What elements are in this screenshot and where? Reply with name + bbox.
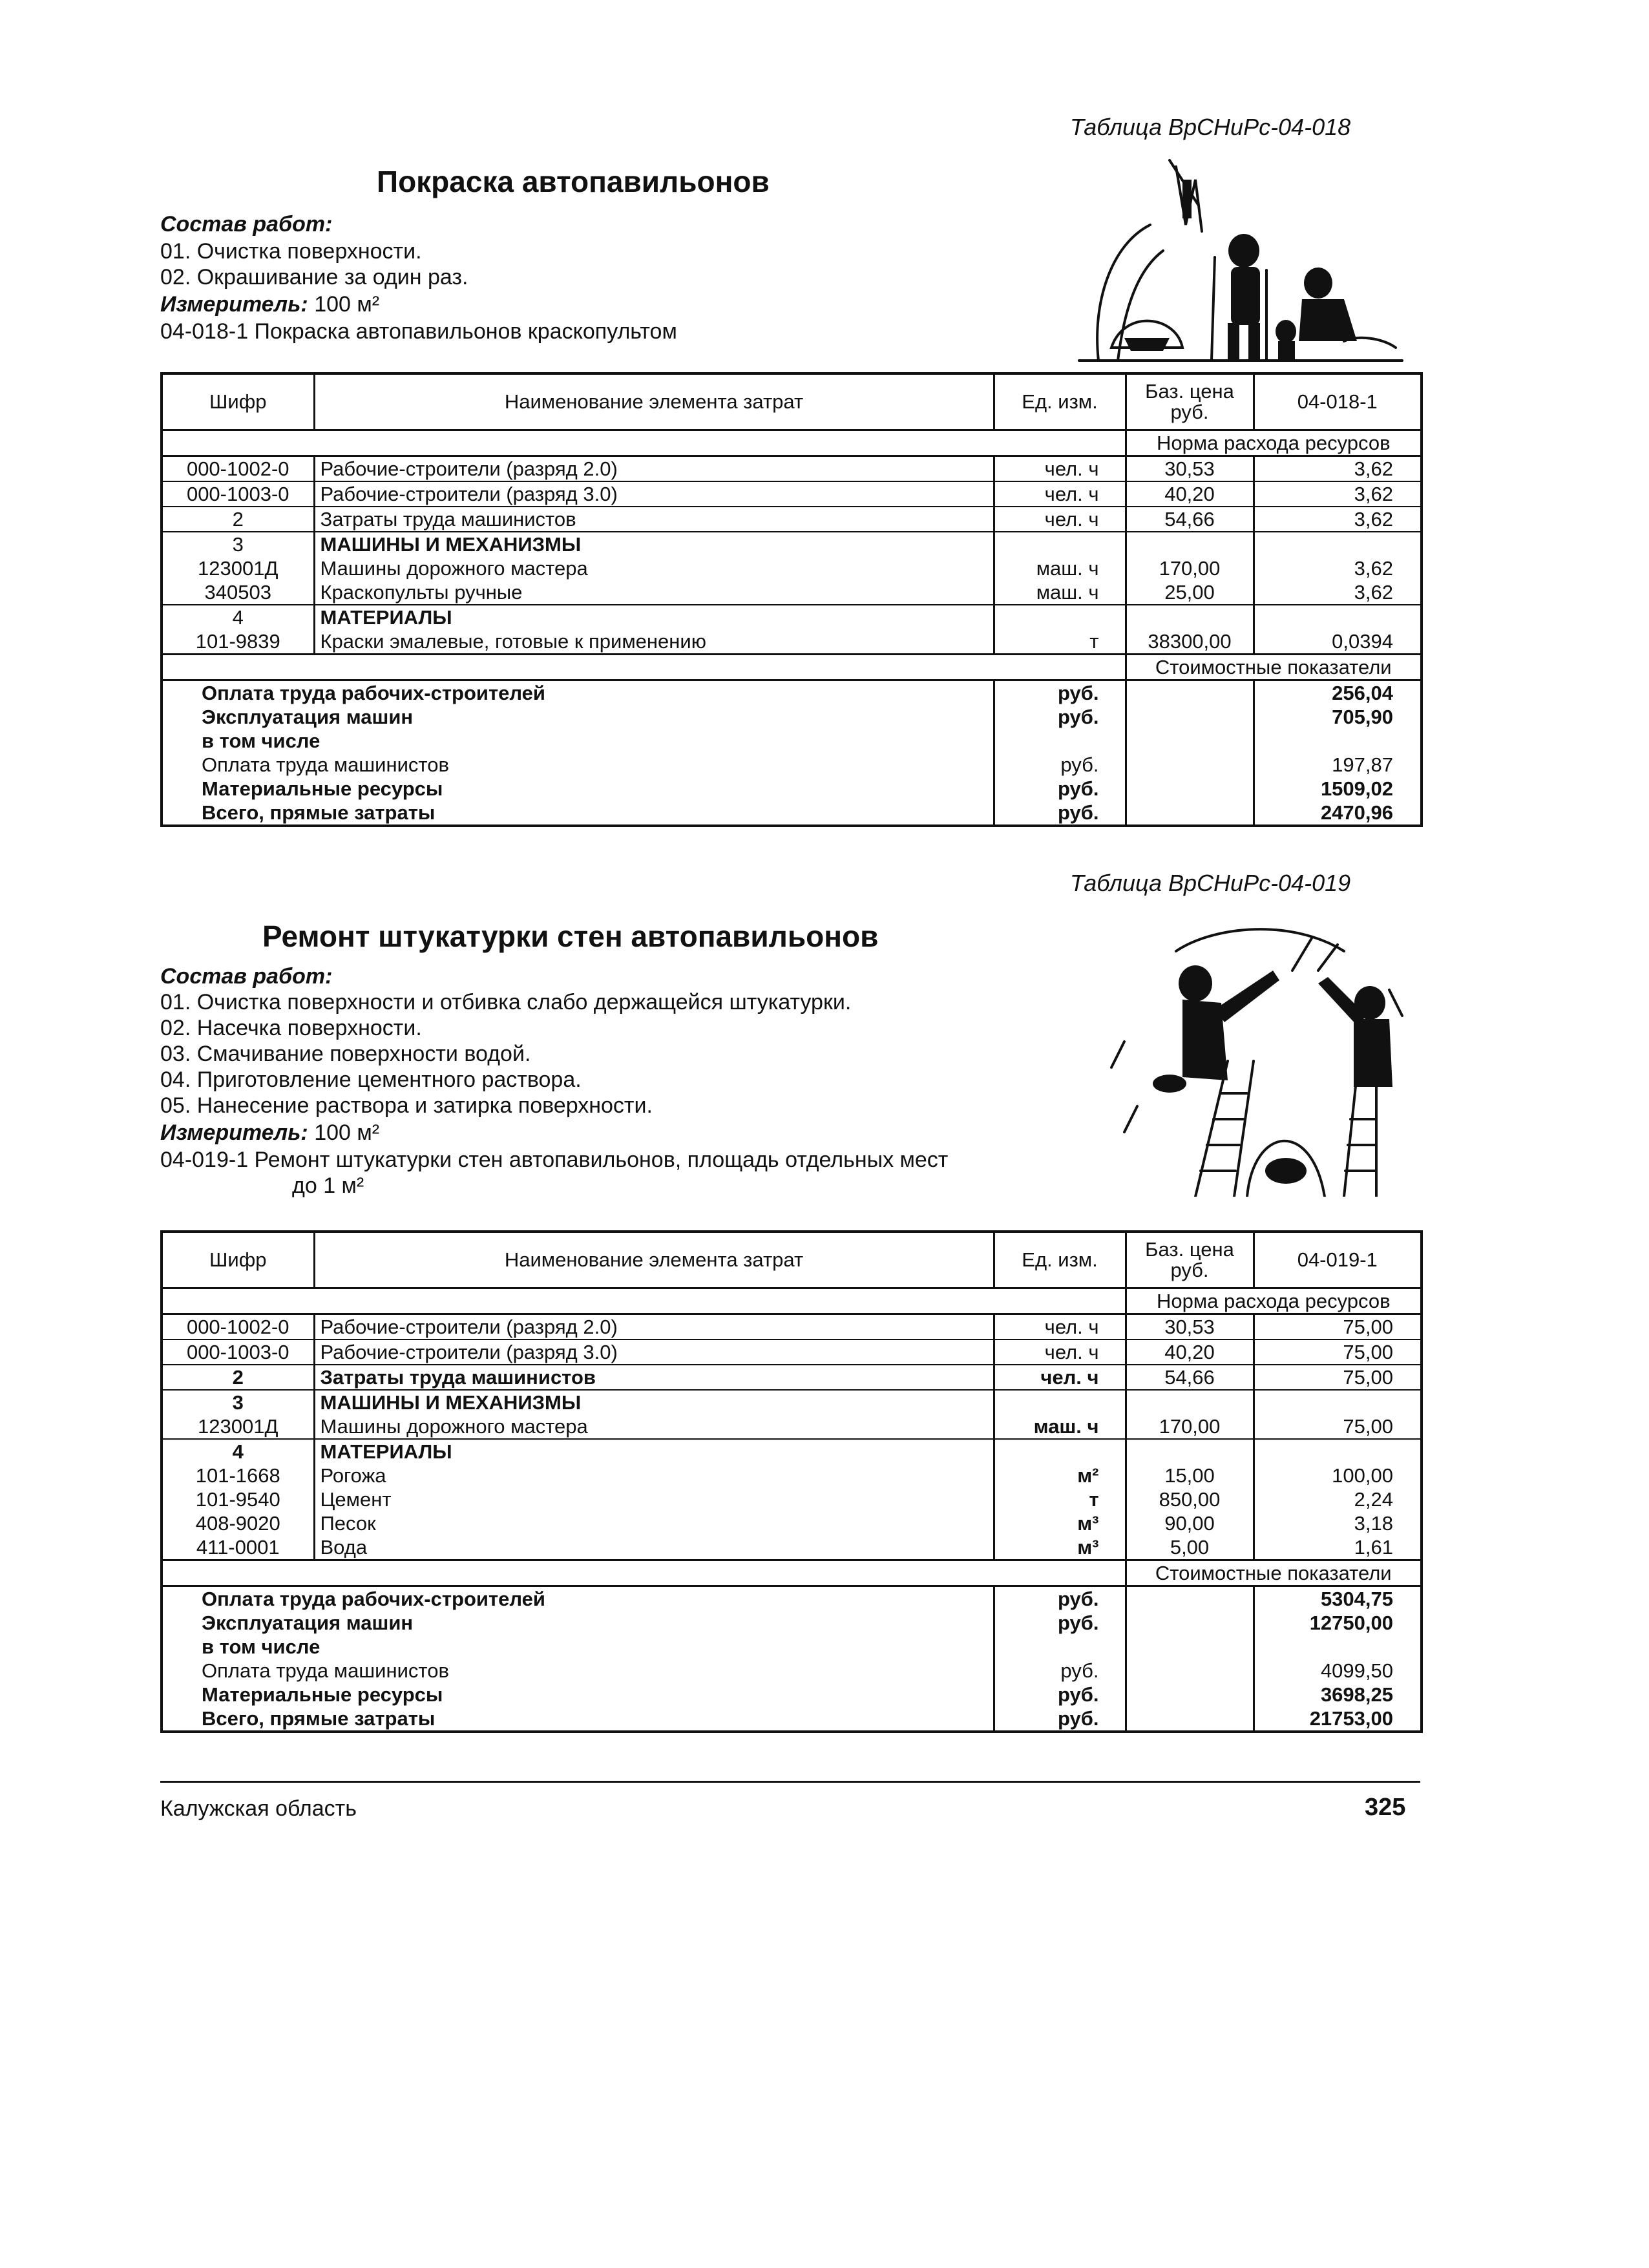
row-price: [1126, 1439, 1254, 1464]
row-unit: м³: [994, 1535, 1126, 1560]
total-value: 5304,75: [1320, 1587, 1393, 1610]
row-name: МАШИНЫ И МЕХАНИЗМЫ: [314, 532, 994, 556]
row-name: Затраты труда машинистов: [314, 1365, 994, 1390]
row-unit: чел. ч: [994, 481, 1126, 507]
row-price: [1126, 605, 1254, 629]
total-name: Оплата труда рабочих-строителей: [162, 1586, 994, 1612]
row-price: 170,00: [1126, 556, 1254, 580]
total-row: [162, 729, 1422, 753]
row-name: Песок: [314, 1511, 994, 1535]
table-row: [162, 1439, 1422, 1464]
row-unit: т: [994, 629, 1126, 655]
row-code: 3: [162, 532, 314, 556]
total-row: [162, 777, 1422, 801]
table-row: [162, 532, 1422, 556]
total-row: [162, 1683, 1422, 1706]
total-name: Материальные ресурсы: [162, 777, 994, 801]
table-caption: Таблица ВрСНиРс-04-018: [1070, 114, 1351, 140]
row-value: 3,62: [1354, 556, 1393, 580]
row-value: [1254, 605, 1422, 629]
cost-label: Стоимостные показатели: [1126, 1560, 1422, 1586]
row-code: 411-0001: [162, 1535, 314, 1560]
row-unit: [994, 605, 1126, 629]
cost-table-2: [160, 1230, 1423, 1733]
row-price: 54,66: [1126, 1365, 1254, 1390]
row-name: Рабочие-строители (разряд 2.0): [314, 456, 994, 482]
row-name: МАШИНЫ И МЕХАНИЗМЫ: [314, 1390, 994, 1414]
total-name: Всего, прямые затраты: [162, 1706, 994, 1732]
row-price: 30,53: [1126, 1314, 1254, 1340]
total-value: 12750,00: [1309, 1611, 1393, 1634]
norm-label: Норма расхода ресурсов: [1126, 1288, 1422, 1314]
total-unit: руб.: [994, 1611, 1126, 1635]
row-name: Машины дорожного мастера: [314, 1414, 994, 1439]
row-unit: [994, 1390, 1126, 1414]
row-code: 101-9540: [162, 1487, 314, 1511]
row-price: 15,00: [1126, 1464, 1254, 1487]
total-row: [162, 680, 1422, 706]
total-unit: руб.: [994, 705, 1126, 729]
row-unit: чел. ч: [994, 1365, 1126, 1390]
section-title: Ремонт штукатурки стен автопавильонов: [262, 919, 879, 953]
total-name: Материальные ресурсы: [162, 1683, 994, 1706]
row-value: 75,00: [1254, 1365, 1422, 1390]
step-item: 03. Смачивание поверхности водой.: [160, 1042, 531, 1066]
subtitle: 04-019-1 Ремонт штукатурки стен автопавильонов, площадь отдельных мест: [160, 1148, 949, 1172]
row-code: 2: [162, 507, 314, 532]
plasterers-illustration: [1098, 912, 1409, 1197]
row-unit: м³: [994, 1511, 1126, 1535]
row-code: 000-1003-0: [162, 1339, 314, 1365]
step-item: 02. Окрашивание за один раз.: [160, 265, 468, 289]
meter-line: [160, 1120, 379, 1146]
header-unit: Ед. изм.: [994, 373, 1126, 430]
meter-value: 100 м²: [314, 1120, 380, 1145]
row-code: 000-1002-0: [162, 456, 314, 482]
section-title: Покраска автопавильонов: [377, 165, 770, 198]
total-value: 256,04: [1332, 681, 1393, 704]
row-price: [1126, 1390, 1254, 1414]
row-code: 000-1002-0: [162, 1314, 314, 1340]
total-value: 705,90: [1332, 705, 1393, 728]
total-unit: руб.: [994, 1586, 1126, 1612]
header-name: Наименование элемента затрат: [314, 373, 994, 430]
row-name: Краски эмалевые, готовые к применению: [314, 629, 994, 655]
row-value: 3,62: [1254, 507, 1422, 532]
footer-region: Калужская область: [160, 1796, 357, 1821]
meter-line: [160, 292, 379, 317]
row-value: 3,62: [1254, 456, 1422, 482]
header-name: Наименование элемента затрат: [314, 1232, 994, 1288]
table-row: [162, 605, 1422, 629]
row-value: 2,24: [1354, 1487, 1393, 1511]
table-row: [162, 556, 1422, 580]
work-label: Состав работ:: [160, 212, 333, 236]
row-unit: чел. ч: [994, 456, 1126, 482]
header-price: Баз. цена руб.: [1126, 1232, 1254, 1288]
row-value: [1254, 1390, 1422, 1414]
row-code: 101-9839: [162, 629, 314, 655]
total-unit: руб.: [994, 680, 1126, 706]
total-row: [162, 1706, 1422, 1732]
row-price: [1126, 532, 1254, 556]
row-code: 123001Д: [162, 556, 314, 580]
row-name: Рогожа: [314, 1464, 994, 1487]
row-value: 100,00: [1332, 1464, 1393, 1487]
table-row: [162, 1464, 1422, 1487]
row-unit: т: [994, 1487, 1126, 1511]
total-row: [162, 1635, 1422, 1659]
row-price: 54,66: [1126, 507, 1254, 532]
total-name: Оплата труда машинистов: [162, 753, 994, 777]
row-name: Краскопульты ручные: [314, 580, 994, 605]
table-row: [162, 1339, 1422, 1365]
step-item: 01. Очистка поверхности и отбивка слабо держащейся штукатурки.: [160, 990, 852, 1014]
row-price: 5,00: [1126, 1535, 1254, 1560]
row-name: Рабочие-строители (разряд 3.0): [314, 481, 994, 507]
row-value: 3,62: [1254, 580, 1422, 605]
total-value: [1254, 729, 1422, 753]
row-code: 4: [162, 1439, 314, 1464]
row-price: 850,00: [1126, 1487, 1254, 1511]
row-price: 40,20: [1126, 481, 1254, 507]
row-name: Машины дорожного мастера: [314, 556, 994, 580]
painters-illustration: [1073, 154, 1409, 367]
row-unit: маш. ч: [994, 556, 1126, 580]
total-unit: руб.: [994, 1706, 1126, 1732]
total-unit: руб.: [994, 1659, 1126, 1683]
table-row: [162, 1365, 1422, 1390]
table-row: [162, 481, 1422, 507]
row-price: 40,20: [1126, 1339, 1254, 1365]
row-price: 90,00: [1126, 1511, 1254, 1535]
table-row: [162, 1511, 1422, 1535]
row-code: 4: [162, 605, 314, 629]
subtitle: 04-018-1 Покраска автопавильонов краскопультом: [160, 319, 677, 344]
row-unit: м²: [994, 1464, 1126, 1487]
table-row: [162, 580, 1422, 605]
total-row: [162, 1659, 1422, 1683]
row-value: 0,0394: [1254, 629, 1422, 655]
row-name: МАТЕРИАЛЫ: [314, 605, 994, 629]
total-name: в том числе: [162, 729, 994, 753]
header-column: 04-018-1: [1254, 373, 1422, 430]
row-value: [1254, 1439, 1422, 1464]
total-row: [162, 801, 1422, 826]
row-name: Рабочие-строители (разряд 3.0): [314, 1339, 994, 1365]
row-code: 340503: [162, 580, 314, 605]
total-unit: руб.: [994, 801, 1126, 826]
row-unit: [994, 1439, 1126, 1464]
row-price: 38300,00: [1126, 629, 1254, 655]
row-value: 75,00: [1254, 1339, 1422, 1365]
row-unit: чел. ч: [994, 1314, 1126, 1340]
cost-table-1: [160, 372, 1423, 827]
subtitle-continued: до 1 м²: [292, 1173, 364, 1198]
header-unit: Ед. изм.: [994, 1232, 1126, 1288]
work-label: Состав работ:: [160, 964, 333, 989]
total-value: 2470,96: [1254, 801, 1422, 826]
total-value: 197,87: [1332, 753, 1393, 776]
total-name: Оплата труда рабочих-строителей: [162, 680, 994, 706]
total-unit: [994, 729, 1126, 753]
table-row: [162, 456, 1422, 482]
table-row: [162, 1314, 1422, 1340]
total-name: Эксплуатация машин: [162, 1611, 994, 1635]
row-value: 75,00: [1254, 1314, 1422, 1340]
table-row: [162, 1390, 1422, 1414]
total-row: [162, 1586, 1422, 1612]
total-name: в том числе: [162, 1635, 994, 1659]
meter-value: 100 м²: [314, 292, 380, 317]
table-row: [162, 629, 1422, 655]
row-unit: чел. ч: [994, 1339, 1126, 1365]
row-code: 3: [162, 1390, 314, 1414]
total-value: 3698,25: [1320, 1683, 1393, 1706]
row-unit: чел. ч: [994, 507, 1126, 532]
table-row: [162, 1535, 1422, 1560]
row-name: Цемент: [314, 1487, 994, 1511]
header-price: Баз. цена руб.: [1126, 373, 1254, 430]
norm-label: Норма расхода ресурсов: [1126, 430, 1422, 456]
meter-label: Измеритель:: [160, 1120, 308, 1145]
header-code: Шифр: [162, 1232, 314, 1288]
row-unit: маш. ч: [994, 580, 1126, 605]
row-unit: маш. ч: [994, 1414, 1126, 1439]
step-item: 01. Очистка поверхности.: [160, 239, 422, 264]
row-name: Затраты труда машинистов: [314, 507, 994, 532]
total-name: Всего, прямые затраты: [162, 801, 994, 826]
row-value: 75,00: [1254, 1414, 1422, 1439]
total-unit: руб.: [994, 777, 1126, 801]
row-price: 30,53: [1126, 456, 1254, 482]
page-number: 325: [1365, 1794, 1406, 1821]
row-value: 1,61: [1254, 1535, 1422, 1560]
total-row: [162, 1611, 1422, 1635]
total-unit: руб.: [994, 1683, 1126, 1706]
row-code: 408-9020: [162, 1511, 314, 1535]
total-unit: руб.: [994, 753, 1126, 777]
row-unit: [994, 532, 1126, 556]
table-row: [162, 1414, 1422, 1439]
table-caption: Таблица ВрСНиРс-04-019: [1070, 870, 1351, 896]
header-column: 04-019-1: [1254, 1232, 1422, 1288]
row-name: Рабочие-строители (разряд 2.0): [314, 1314, 994, 1340]
step-item: 02. Насечка поверхности.: [160, 1016, 422, 1040]
row-value: [1254, 532, 1422, 556]
row-code: 123001Д: [162, 1414, 314, 1439]
row-code: 2: [162, 1365, 314, 1390]
total-row: [162, 705, 1422, 729]
row-code: 101-1668: [162, 1464, 314, 1487]
total-name: Эксплуатация машин: [162, 705, 994, 729]
row-price: 25,00: [1126, 580, 1254, 605]
total-name: Оплата труда машинистов: [162, 1659, 994, 1683]
row-value: 3,62: [1254, 481, 1422, 507]
total-unit: [994, 1635, 1126, 1659]
row-code: 000-1003-0: [162, 481, 314, 507]
row-name: МАТЕРИАЛЫ: [314, 1439, 994, 1464]
step-item: 04. Приготовление цементного раствора.: [160, 1067, 582, 1092]
total-value: 21753,00: [1254, 1706, 1422, 1732]
row-name: Вода: [314, 1535, 994, 1560]
table-row: [162, 507, 1422, 532]
step-item: 05. Нанесение раствора и затирка поверхности.: [160, 1093, 653, 1118]
row-price: 170,00: [1126, 1414, 1254, 1439]
cost-label: Стоимостные показатели: [1126, 655, 1422, 680]
total-row: [162, 753, 1422, 777]
header-code: Шифр: [162, 373, 314, 430]
meter-label: Измеритель:: [160, 292, 308, 317]
row-value: 3,18: [1354, 1511, 1393, 1535]
table-row: [162, 1487, 1422, 1511]
total-value: 1509,02: [1320, 777, 1393, 800]
total-value: [1254, 1635, 1422, 1659]
footer-divider: [160, 1781, 1420, 1783]
total-value: 4099,50: [1320, 1659, 1393, 1682]
